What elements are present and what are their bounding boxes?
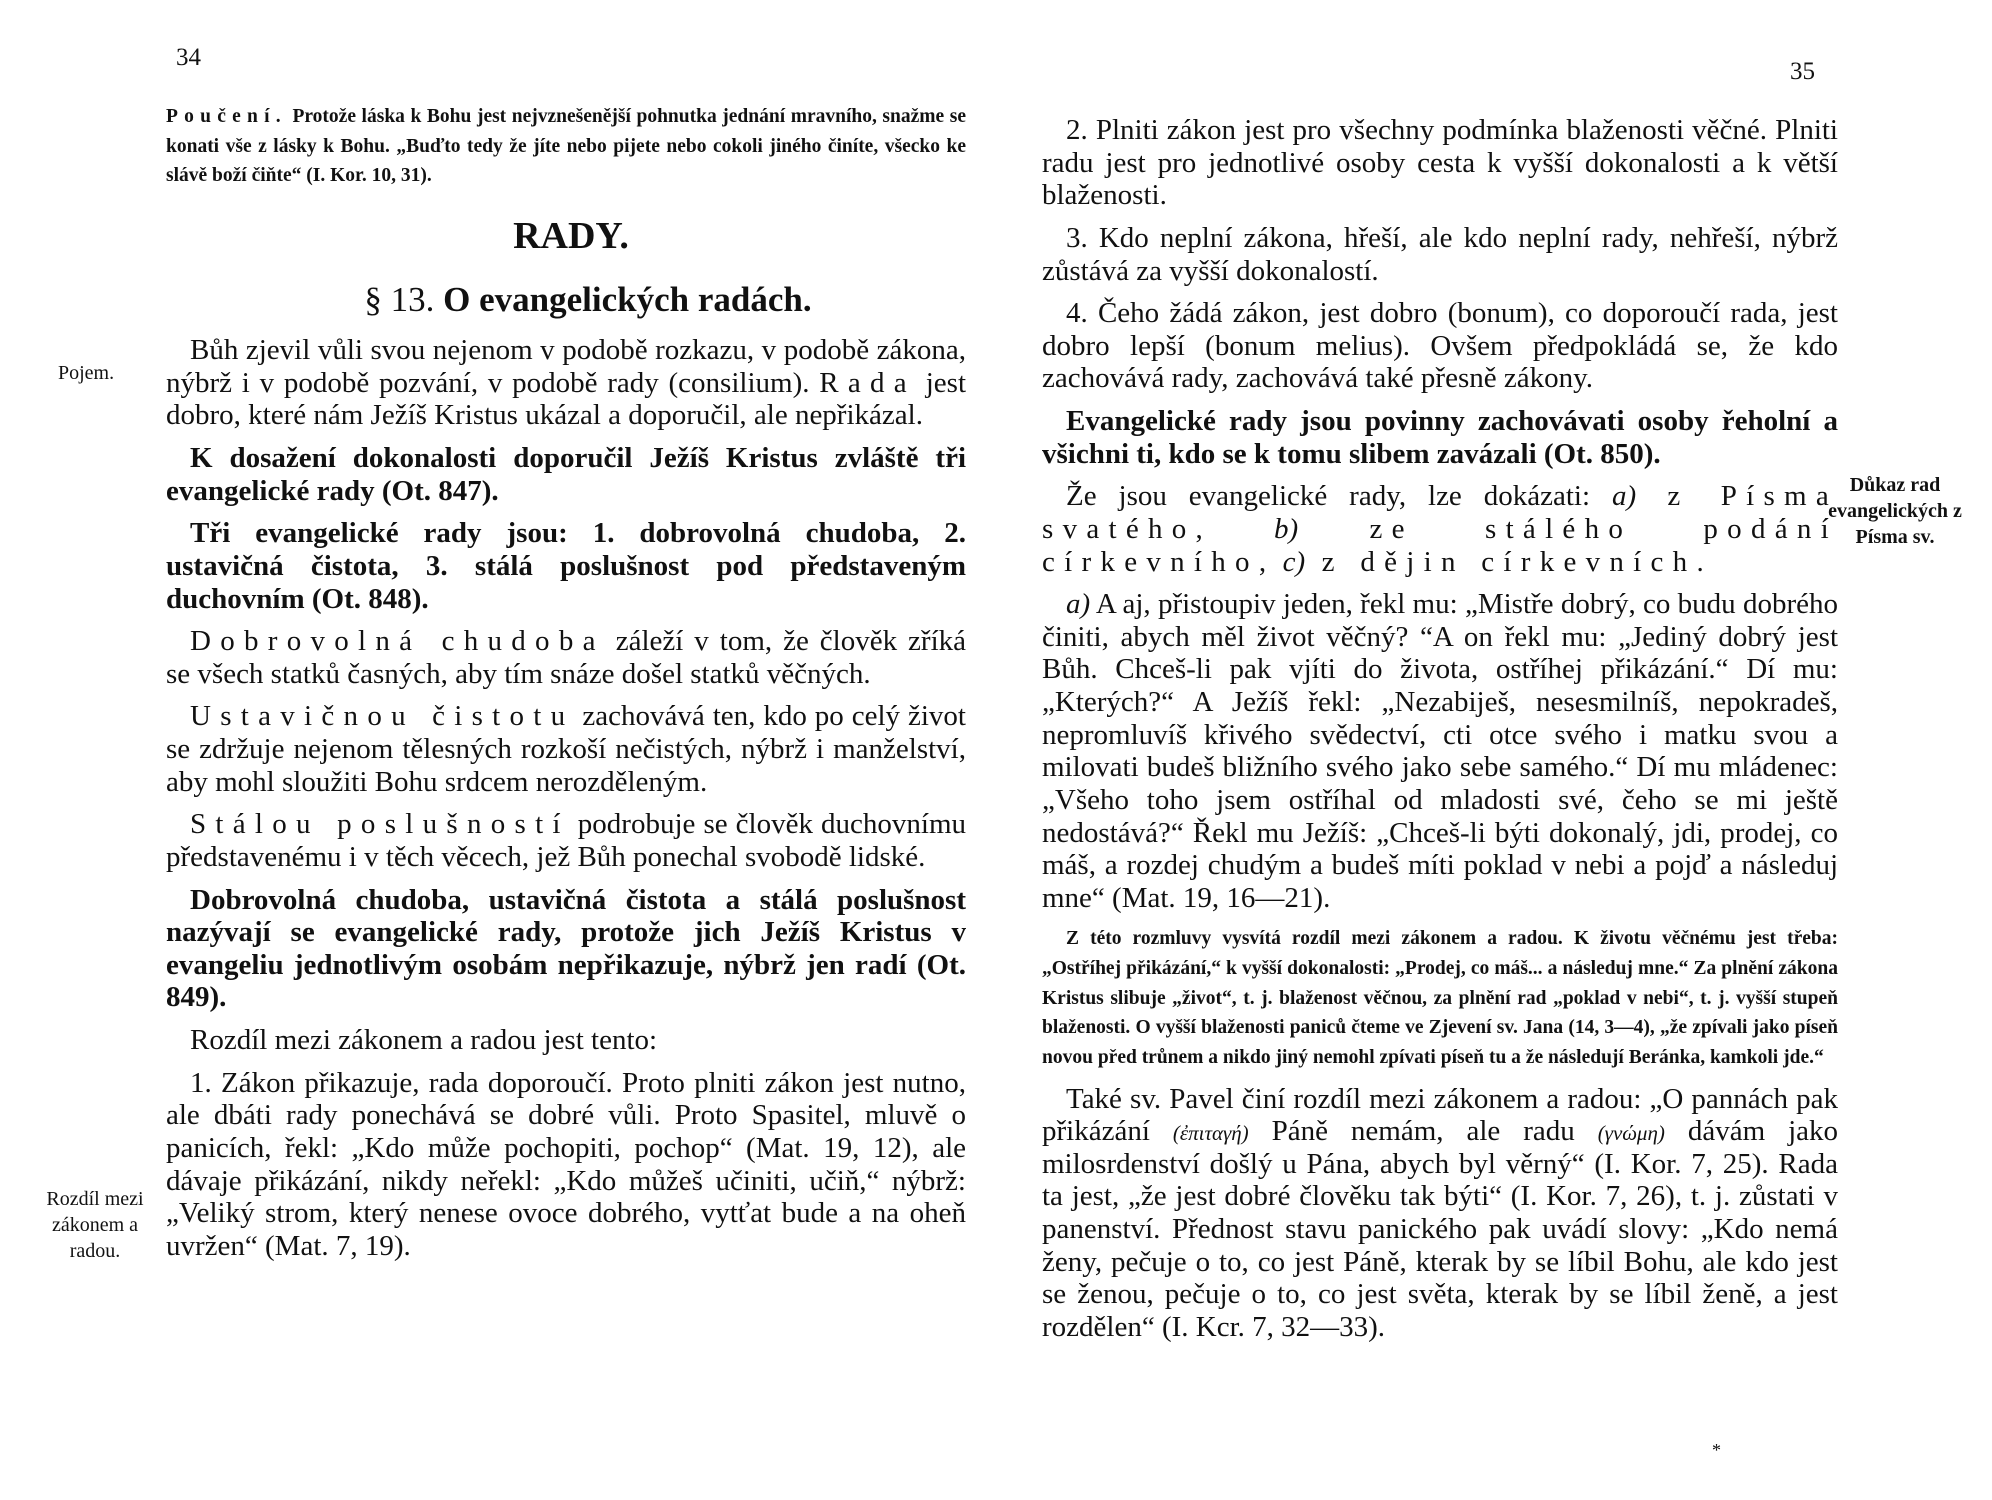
- greek-term-2: (γνώμη): [1597, 1121, 1665, 1146]
- bold-statement-1: K dosažení dokonalosti doporučil Ježíš Kristus zvláště tři evangelické rady (Ot. 847).: [166, 442, 966, 507]
- left-page-column: [166, 102, 966, 1272]
- intro-label: Poučení.: [166, 106, 287, 127]
- paragraph-gospel: [1042, 588, 1838, 914]
- margin-note-rozdil: Rozdíl mezi zákonem a radou.: [46, 1188, 144, 1262]
- mark-a: a): [1611, 480, 1637, 513]
- paragraph-text: Také sv. Pavel činí rozdíl mezi zákonem a radou: „O pannách pak přikázání: [1042, 1082, 1838, 1148]
- paragraph-text: podrobuje se člověk duchovnímu představenému i v těch věcech, jež Bůh ponechal svobodě lidské.: [166, 808, 967, 873]
- greek-term-1: (ἐπιταγή): [1172, 1121, 1249, 1146]
- section-sign: § 13.: [364, 280, 435, 320]
- bold-statement-2: Tři evangelické rady jsou: 1. dobrovolná chudoba, 2. ustavičná čistota, 3. stálá poslušnost pod představeným duchovním (Ot. 848).: [166, 517, 966, 615]
- right-page-column: [1042, 114, 1838, 1354]
- paragraph-text: jest dobro, které nám Ježíš Kristus ukázal a doporučil, ale nepřikázal.: [166, 366, 967, 432]
- paragraph-cistota: [166, 700, 966, 798]
- paragraph-chudoba: [166, 625, 966, 690]
- paragraph-text: dávám jako milosrdenství došlý u Pána, abych byl věrný“ (I. Kor. 7, 25). Rada ta jest, „že jest dobré člověku tak býti“ (I. Kor. 7, 26), t. j. zůstati v panenství. Přednost stavu panického pak uvádí slovy: „Kdo nemá ženy, pečuje o to, co jest Páně, kterak by se líbil Bohu, ale kdo jest se ženou, pečuje o to, co jest světa, kterak by se líbil ženě, a jest rozdělen“ (I. Kcr. 7, 32—33).: [1042, 1115, 1838, 1343]
- margin-note-dukaz: Důkaz rad evangelických z Písma sv.: [1828, 474, 1962, 548]
- paragraph-text: Že jsou evangelické rady, lze dokázati:: [1066, 480, 1612, 513]
- term-podani: ze stálého podání církevního,: [1042, 512, 1838, 578]
- chapter-heading: RADY.: [513, 214, 629, 257]
- paragraph-pavel: [1042, 1083, 1838, 1344]
- intro-paragraph: [166, 102, 966, 191]
- section-title-text: O evangelických radách.: [443, 280, 812, 320]
- mark-a2: a): [1066, 588, 1091, 621]
- paragraph-pojem: [166, 334, 966, 432]
- mark-c: c): [1275, 545, 1306, 578]
- small-note: Z této rozmluvy vysvítá rozdíl mezi zákonem a radou. K životu věčnému jest třeba: „Ostříhej přikázání,“ k vyšší dokonalosti: „Prodej, co máš... a následuj mne.“ Za plnění zákona Kristus slibuje „život“, t. j. blaženost věčnou, za plnění rad „poklad v nebi“, t. j. vyšší stupeň blaženosti. O vyšší blaženosti paniců čteme ve Zjevení sv. Jana (14, 3—4), „že zpívali jako píseň novou před trůnem a nikdo jiný nemohl zpívati píseň tu a že následují Beránka, kamkoli jde.“: [1042, 928, 1838, 1068]
- paragraph-text: záleží v tom, že člověk zříká se všech statků časných, aby tím snáze došel statků věčných.: [166, 625, 967, 690]
- paragraph-poslusnost: [166, 808, 966, 873]
- footer-star: *: [1712, 1440, 1721, 1460]
- paragraph-text: A aj, přistoupiv jeden, řekl mu: „Mistře dobrý, co budu dobrého činiti, abych měl život věčný? “A on řekl mu: „Jediný dobrý jest Bůh. Chceš-li pak vjíti do života, ostříhej přikázání.“ Dí mu: „Kterých?“ A Ježíš řekl: „Nezabiješ, nesesmilníš, nepokradeš, nepromluvíš křivého svědectví, cti otce svého i matku svou a milovati budeš bližního svého jako sebe samého.“ Dí mu mládenec: „Všeho toho jsem ostříhal od mladosti své, čeho se mi ještě nedostává?“ Řekl mu Ježíš: „Chceš-li býti dokonalý, jdi, prodej, co máš, a rozdej chudým a budeš míti poklad v nebi a pojď a následuj mne“ (Mat. 19, 16—21).: [1042, 588, 1838, 914]
- section-title: [166, 278, 966, 322]
- term-poslusnost: Stálou poslušností: [190, 808, 570, 841]
- right-page-number: 35: [1790, 58, 1815, 85]
- paragraph-text: zachovává ten, kdo po celý život se zdržuje nejenom tělesných rozkoší nečistých, nýbrž i manželství, aby mohl sloužiti Bohu srdcem nerozděleným.: [166, 700, 966, 798]
- paragraph-rozdil: Rozdíl mezi zákonem a radou jest tento:: [190, 1024, 658, 1056]
- paragraph-point-4: 4. Čeho žádá zákon, jest dobro (bonum), co doporoučí rada, jest dobro lepší (bonum melius). Ovšem předpokládá se, že kdo zachovává rady, zachovává také přesně zákony.: [1042, 297, 1838, 395]
- paragraph-point-3: 3. Kdo neplní zákona, hřeší, ale kdo neplní rady, nehřeší, nýbrž zůstává za vyšší dokonalostí.: [1042, 221, 1838, 287]
- left-page-number: 34: [176, 44, 201, 71]
- term-chudoba: Dobrovolná chudoba: [190, 625, 605, 658]
- term-rada: Rada: [819, 366, 916, 399]
- term-cistota: Ustavičnou čistotu: [190, 700, 575, 733]
- paragraph-text: Bůh zjevil vůli svou nejenom v podobě rozkazu, v podobě zákona, nýbrž i v podobě pozvání, v podobě rady (consilium).: [166, 334, 966, 399]
- paragraph-proofs: [1042, 480, 1838, 578]
- paragraph-point-2: 2. Plniti zákon jest pro všechny podmínka blaženosti věčné. Plniti radu jest pro jednotlivé osoby cesta k vyšší dokonalosti a k větší blaženosti.: [1042, 114, 1838, 212]
- intro-text: Protože láska k Bohu jest nejvznešenější pohnutka jednání mravního, snažme se konati vše z lásky k Bohu. „Buďto tedy že jíte nebo pijete nebo cokoli jiného činíte, všecko ke slávě boží čiňte“ (I. Kor. 10, 31).: [166, 106, 966, 187]
- bold-statement-4: Evangelické rady jsou povinny zachovávati osoby řeholní a všichni ti, kdo se k tomu slibem zavázali (Ot. 850).: [1042, 405, 1838, 470]
- term-pisma: z Písma svatého,: [1042, 480, 1838, 545]
- term-dejin: z dějin církevních.: [1305, 545, 1713, 578]
- paragraph-text: Páně nemám, ale radu: [1248, 1115, 1598, 1148]
- paragraph-point-1: 1. Zákon přikazuje, rada doporoučí. Proto plniti zákon jest nutno, ale dbáti rady ponechává se dobré vůli. Proto Spasitel, mluvě o panicích, řekl: „Kdo může pochopiti, pochop“ (Mat. 19, 12), ale dávaje přikázání, nikdy neřekl: „Kdo můžeš učiniti, učiň,“ nýbrž: „Veliký strom, který nenese ovoce dobrého, vytťat bude a na oheň uvržen“ (Mat. 7, 19).: [166, 1066, 966, 1262]
- mark-b: b): [1212, 512, 1299, 545]
- margin-note-pojem: Pojem.: [58, 362, 115, 384]
- bold-statement-3: Dobrovolná chudoba, ustavičná čistota a stálá poslušnost nazývají se evangelické rady, protože jich Ježíš Kristus v evangeliu jednotlivým osobám nepřikazuje, nýbrž jen radí (Ot. 849).: [166, 883, 966, 1014]
